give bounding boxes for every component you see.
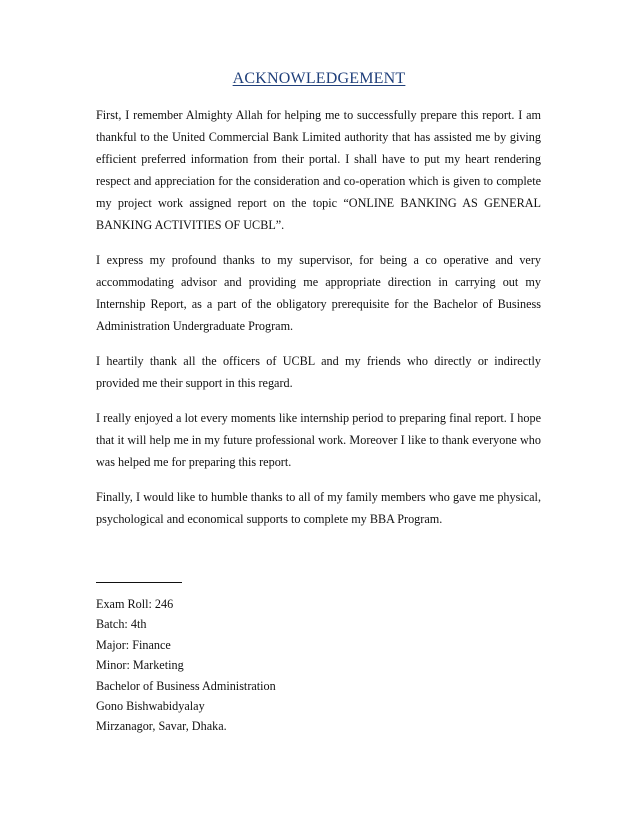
paragraph-1: First, I remember Almighty Allah for helping me to successfully prepare this report. I am thankful to the United Commercial Bank Limited authority that has assisted me by giving efficient preferred information from their portal. I shall have to put my heart rendering respect and appreciation for the consideration and co-operation which is given to complete my project work assigned report on the topic “ONLINE BANKING AS GENERAL BANKING ACTIVITIES OF UCBL”. (96, 108, 541, 232)
exam-roll: Exam Roll: 246 (96, 597, 174, 611)
minor: Minor: Marketing (96, 658, 184, 673)
paragraph-2: I express my profound thanks to my supervisor, for being a co operative and very accommodating advisor and providing me appropriate direction in carrying out my Internship Report, as a part of the obligatory prerequisite for the Bachelor of Business Administration Undergraduate Program. (96, 253, 541, 333)
signature-block (96, 594, 276, 737)
signature-line (96, 582, 182, 583)
major: Major: Finance (96, 637, 171, 652)
degree: Bachelor of Business Administration (96, 678, 276, 693)
acknowledgement-body (96, 104, 541, 543)
batch: Batch: 4th (96, 617, 147, 632)
paragraph-5: Finally, I would like to humble thanks to all of my family members who gave me physical, psychological and economical supports to complete my BBA Program. (96, 490, 541, 526)
page-title: ACKNOWLEDGEMENT (232, 70, 406, 87)
paragraph-3: I heartily thank all the officers of UCBL and my friends who directly or indirectly provided me their support in this regard. (96, 354, 541, 390)
address: Mirzanagor, Savar, Dhaka. (96, 719, 227, 734)
paragraph-4: I really enjoyed a lot every moments like internship period to preparing final report. I hope that it will help me in my future professional work. Moreover I like to thank everyone who was helped me for preparing this report. (96, 411, 541, 469)
university: Gono Bishwabidyalay (96, 699, 205, 714)
